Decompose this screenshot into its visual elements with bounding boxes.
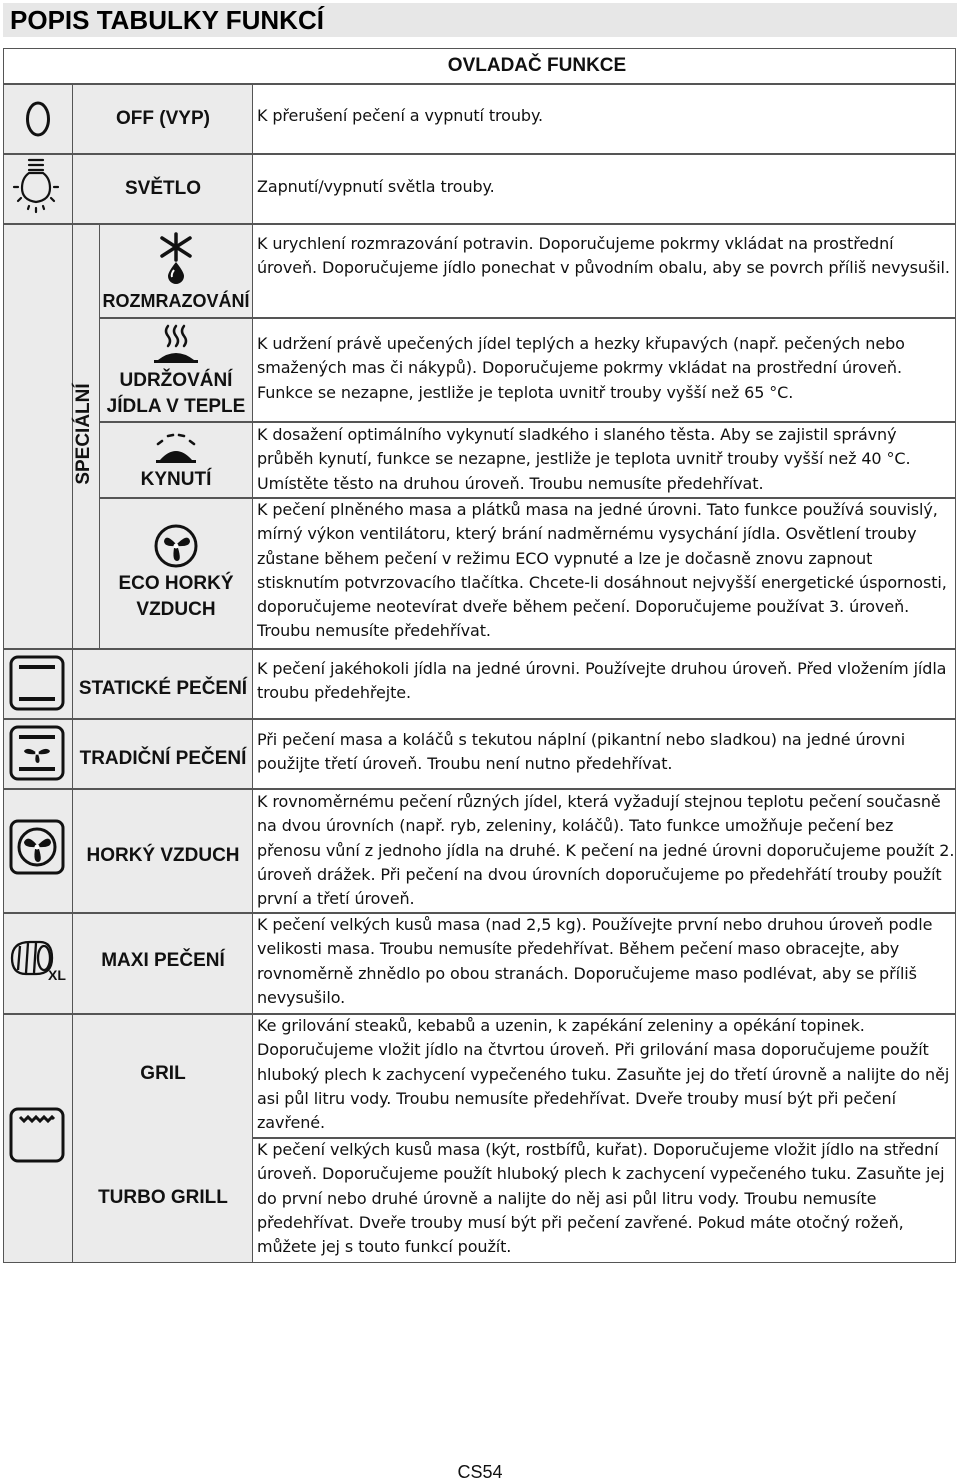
traditional-fan-icon (8, 724, 66, 782)
label-rising: KYNUTÍ (140, 469, 212, 490)
label-light: SVĚTLO (124, 178, 201, 199)
label-off: OFF (VYP) (116, 108, 210, 129)
desc-keepwarm: K udržení právě upečených jídel teplých a hezky křupavých (např. pečených nebo smažených mas či nákypů). Doporučujeme pokrmy vkládat na prostřední úroveň. Funkce se nezapne, jestliže je teplota uvnitř trouby vyšší než 65 °C. (257, 334, 905, 402)
label-defrost: ROZMRAZOVÁNÍ (102, 291, 250, 311)
desc-static: K pečení jakéhokoli jídla na jedné úrovni. Používejte druhou úroveň. Před vložením jídla troubu předehřejte. (257, 659, 947, 703)
label-static: STATICKÉ PEČENÍ (78, 678, 248, 699)
label-traditional: TRADIČNÍ PEČENÍ (79, 748, 247, 769)
page-number: CS54 (457, 1462, 503, 1482)
desc-light: Zapnutí/vypnutí světla trouby. (257, 177, 495, 196)
desc-off: K přerušení pečení a vypnutí trouby. (257, 106, 544, 125)
table-header: OVLADAČ FUNKCE (447, 55, 627, 76)
light-bulb-icon (10, 156, 62, 218)
static-oven-icon (8, 654, 66, 712)
defrost-icon (150, 230, 202, 286)
zero-icon (18, 94, 58, 144)
eco-fan-icon (152, 523, 200, 569)
maxi-roast-icon (6, 936, 70, 984)
grill-icon (8, 1106, 66, 1164)
desc-grill: Ke grilování steaků, kebabů a uzenin, k zapékání zeleniny a opékání topinek. Doporučujeme vložit jídlo na čtvrtou úroveň. Při grilování masa doporučujeme použít hluboký plech k zachycení vypečeného tuku. Zasuňte jej do třetí úrovně a nalijte do něj asi půl litru vody. Troubu nemusíte předehřívat. Dveře trouby musí být při pečení zavřené. (257, 1016, 950, 1133)
desc-eco: K pečení plněného masa a plátků masa na jedné úrovni. Tato funkce používá souvislý, mírný výkon ventilátoru, který brání nadměrnému vysychání jídla. Osvětlení trouby zůstane během pečení v režimu ECO vypnuté a lze je dočasně znovu zapnout stisknutím potvrzovacího tlačítka. Chcete-li dosáhnout nejvyšší energetické úspornosti, doporučujeme neotevírat dveře během pečení. Doporučujeme používat 3. úroveň. Troubu nemusíte předehřívat. (257, 500, 947, 641)
desc-maxi: K pečení velkých kusů masa (nad 2,5 kg). Používejte první nebo druhou úroveň podle velikosti masa. Troubu nemusíte předehřívat. Během pečení maso obracejte, aby rovnoměrně zhnědlo po obou stranách. Doporučujeme maso podlévat, aby se příliš nevysušilo. (257, 915, 933, 1007)
label-keepwarm: UDRŽOVÁNÍ JÍDLA V TEPLE (106, 370, 246, 417)
rising-icon (150, 426, 202, 468)
label-turbogrill: TURBO GRILL (98, 1187, 228, 1208)
page-title: POPIS TABULKY FUNKCÍ (3, 3, 957, 37)
desc-traditional: Při pečení masa a koláčů s tekutou náplní (pikantní nebo sladkou) na jedné úrovni použijte třetí úroveň. Troubu není nutno předehřívat. (257, 730, 906, 774)
desc-hotair: K rovnoměrnému pečení různých jídel, která vyžadují stejnou teplotu pečení současně na dvou úrovních (např. ryb, zeleniny, koláčů). Tato funkce umožňuje pečení bez přenosu vůní z jednoho jídla na druhé. K pečení na jedné úrovni doporučujeme použít 2. úroveň drážek. Při pečení na dvou úrovních doporučujeme po předehřátí trouby použít první a třetí úroveň. (257, 792, 955, 909)
desc-rising: K dosažení optimálního vykynutí sladkého i slaného těsta. Aby se zajistil správný průběh kynutí, funkce se nezapne, jestliže je teplota uvnitř trouby vyšší než 40 °C. Umístěte těsto na druhou úroveň. Troubu nemusíte předehřívat. (257, 425, 911, 493)
label-hotair: HORKÝ VZDUCH (86, 845, 240, 866)
label-grill: GRIL (140, 1063, 186, 1084)
maxi-xl-text: XL (48, 967, 66, 983)
keep-warm-icon (150, 322, 202, 366)
desc-defrost: K urychlení rozmrazování potravin. Doporučujeme pokrmy vkládat na prostřední úroveň. Doporučujeme jídlo ponechat v původním obalu, aby se povrch příliš nevysušil. (257, 234, 950, 278)
desc-turbogrill: K pečení velkých kusů masa (kýt, rostbífů, kuřat). Doporučujeme vložit jídlo na střední úroveň. Doporučujeme použít hluboký plech k zachycení vypečeného tuku. Zasuňte jej do první nebo druhé úrovně a nalijte do něj asi půl litru vody. Troubu nemusíte předehřívat. Dveře trouby musí být při pečení zavřené. Pokud máte otočný rožeň, můžete jej s touto funkcí použít. (257, 1140, 945, 1257)
label-eco: ECO HORKÝ VZDUCH (118, 573, 234, 620)
label-maxi: MAXI PEČENÍ (101, 950, 225, 971)
special-group-label: SPECIÁLNÍ (73, 383, 94, 485)
hot-air-fan-icon (8, 818, 66, 876)
